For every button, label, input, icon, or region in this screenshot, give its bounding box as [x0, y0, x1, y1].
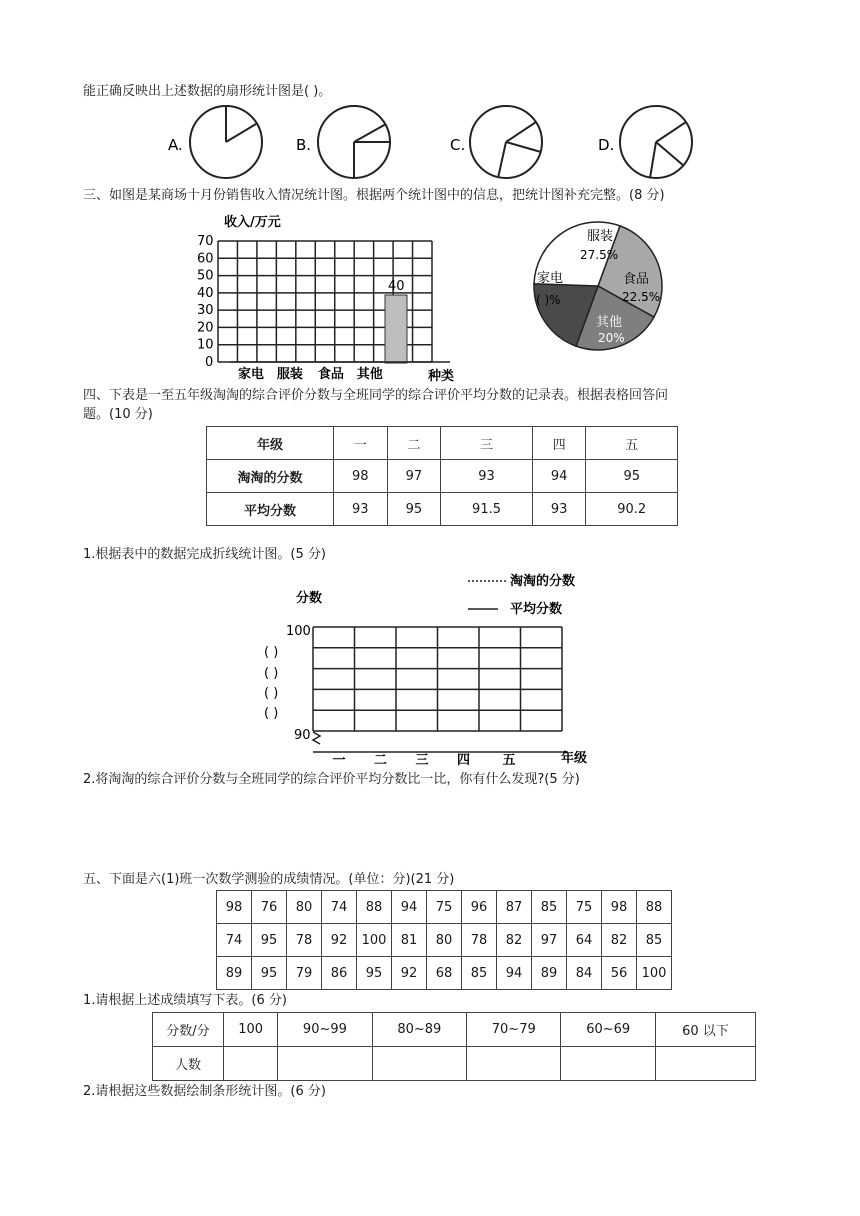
score-cell: 68	[427, 957, 462, 990]
score-cell: 74	[217, 924, 252, 957]
line-category: 二	[374, 753, 388, 768]
bar-xlabel: 种类	[428, 369, 455, 384]
q4-title-1: 四、下表是一至五年级淘淘的综合评价分数与全班同学的综合评价平均分数的记录表。根据表格回答问	[83, 388, 669, 403]
q4-cell: 91.5	[441, 493, 533, 526]
bar-category: 家电	[238, 367, 265, 382]
score-cell: 79	[287, 957, 322, 990]
line-category: 一	[332, 753, 346, 768]
option-d[interactable]	[598, 106, 692, 178]
freq-count-input[interactable]	[224, 1047, 278, 1081]
bar-ytick: 60	[197, 251, 214, 267]
pie-label-appliance-pct: ( )%	[536, 293, 561, 307]
q4-cell: 90.2	[586, 493, 678, 526]
pie-label-food: 食品	[623, 272, 650, 287]
line-blank: ( )	[264, 645, 279, 660]
line-y-top: 100	[286, 624, 311, 639]
score-cell: 95	[357, 957, 392, 990]
q4-row-label: 平均分数	[207, 493, 334, 526]
line-y-bottom: 90	[294, 728, 311, 743]
q4-cell: 93	[441, 460, 533, 493]
score-cell: 94	[392, 891, 427, 924]
q5-title: 五、下面是六(1)班一次数学测验的成绩情况。(单位：分)(21 分)	[83, 872, 455, 887]
score-cell: 84	[567, 957, 602, 990]
bar-ytick: 30	[197, 303, 214, 319]
bar-value-label: 40	[388, 279, 405, 294]
q4-row-label: 淘淘的分数	[207, 460, 334, 493]
line-xlabel: 年级	[561, 751, 588, 766]
score-cell: 85	[532, 891, 567, 924]
bar-category: 服装	[276, 367, 303, 382]
freq-row-label: 人数	[153, 1047, 224, 1081]
q5-scores-table	[216, 890, 672, 990]
score-cell: 85	[637, 924, 672, 957]
pie-label-appliance: 家电	[537, 271, 564, 286]
bar-ytick: 10	[197, 337, 214, 353]
score-cell: 95	[252, 924, 287, 957]
svg-text:B.: B.	[296, 136, 312, 154]
q4-sub1: 1.根据表中的数据完成折线统计图。(5 分)	[83, 547, 326, 562]
q4-th: 年级	[207, 427, 334, 460]
q4-cell: 95	[586, 460, 678, 493]
freq-count-input[interactable]	[561, 1047, 655, 1081]
freq-header-label: 分数/分	[153, 1013, 224, 1047]
q4-sub2: 2.将淘淘的综合评价分数与全班同学的综合评价平均分数比一比，你有什么发现?(5 分)	[83, 772, 580, 787]
q4-cell: 94	[532, 460, 586, 493]
scores-row	[217, 891, 672, 924]
option-a[interactable]	[168, 106, 262, 178]
bar-other	[385, 295, 407, 363]
score-cell: 64	[567, 924, 602, 957]
score-cell: 82	[602, 924, 637, 957]
q4-cell: 98	[334, 460, 388, 493]
pie-label-clothing-pct: 27.5%	[580, 248, 619, 262]
score-cell: 82	[497, 924, 532, 957]
score-cell: 92	[392, 957, 427, 990]
q3-bar-chart	[190, 208, 480, 386]
q2-options	[160, 104, 720, 184]
score-cell: 56	[602, 957, 637, 990]
q4-cell: 93	[334, 493, 388, 526]
freq-count-input[interactable]	[655, 1047, 755, 1081]
q4-table	[206, 426, 678, 526]
freq-count-input[interactable]	[278, 1047, 372, 1081]
score-cell: 80	[427, 924, 462, 957]
q4-th: 三	[441, 427, 533, 460]
score-cell: 100	[357, 924, 392, 957]
option-b[interactable]	[296, 106, 390, 178]
scores-row	[217, 957, 672, 990]
pie-label-food-pct: 22.5%	[622, 290, 661, 304]
score-cell: 100	[637, 957, 672, 990]
freq-header-row	[153, 1013, 756, 1047]
score-cell: 89	[532, 957, 567, 990]
svg-text:C.: C.	[450, 136, 466, 154]
freq-header-cell: 90~99	[278, 1013, 372, 1047]
score-cell: 76	[252, 891, 287, 924]
svg-text:A.: A.	[168, 136, 183, 154]
freq-header-cell: 60 以下	[655, 1013, 755, 1047]
q4-th: 四	[532, 427, 586, 460]
score-cell: 80	[287, 891, 322, 924]
freq-header-cell: 100	[224, 1013, 278, 1047]
score-cell: 88	[637, 891, 672, 924]
freq-header-cell: 80~89	[372, 1013, 466, 1047]
option-c[interactable]	[450, 106, 542, 178]
bar-ylabel: 收入/万元	[224, 215, 281, 230]
q4-th: 五	[586, 427, 678, 460]
bar-ytick: 0	[205, 355, 214, 370]
freq-header-cell: 60~69	[561, 1013, 655, 1047]
q4-cell: 93	[532, 493, 586, 526]
score-cell: 75	[567, 891, 602, 924]
line-blank: ( )	[264, 706, 279, 721]
score-cell: 86	[322, 957, 357, 990]
score-cell: 92	[322, 924, 357, 957]
bar-ytick: 40	[197, 285, 214, 301]
line-category: 五	[502, 753, 516, 768]
score-cell: 96	[462, 891, 497, 924]
q3-title: 三、如图是某商场十月份销售收入情况统计图。根据两个统计图中的信息，把统计图补充完整。(8 分)	[83, 188, 665, 203]
line-category: 三	[415, 753, 429, 768]
svg-text:D.: D.	[598, 136, 615, 154]
score-cell: 87	[497, 891, 532, 924]
q4-title-2: 题。(10 分)	[83, 407, 153, 422]
scores-row	[217, 924, 672, 957]
freq-count-input[interactable]	[467, 1047, 561, 1081]
q5-frequency-table	[152, 1012, 756, 1081]
score-cell: 78	[287, 924, 322, 957]
score-cell: 81	[392, 924, 427, 957]
score-cell: 78	[462, 924, 497, 957]
pie-label-other-pct: 20%	[598, 331, 625, 345]
freq-count-input[interactable]	[372, 1047, 466, 1081]
score-cell: 88	[357, 891, 392, 924]
freq-header-cell: 70~79	[467, 1013, 561, 1047]
score-cell: 85	[462, 957, 497, 990]
bar-ytick: 50	[197, 268, 214, 284]
bar-ytick: 70	[197, 234, 214, 249]
q4-line-chart	[258, 566, 608, 770]
q5-sub1: 1.请根据上述成绩填写下表。(6 分)	[83, 993, 287, 1008]
q4-th: 一	[334, 427, 388, 460]
score-cell: 97	[532, 924, 567, 957]
bar-category: 食品	[317, 367, 344, 382]
line-blank: ( )	[264, 686, 279, 701]
q3-pie-chart	[530, 218, 670, 358]
score-cell: 75	[427, 891, 462, 924]
score-cell: 89	[217, 957, 252, 990]
line-blank: ( )	[264, 666, 279, 681]
score-cell: 74	[322, 891, 357, 924]
line-ylabel: 分数	[296, 591, 323, 606]
score-cell: 98	[602, 891, 637, 924]
bar-category: 其他	[356, 367, 383, 382]
bar-ytick: 20	[197, 320, 214, 336]
q4-cell: 95	[387, 493, 441, 526]
q5-sub2: 2.请根据这些数据绘制条形统计图。(6 分)	[83, 1084, 326, 1099]
score-cell: 95	[252, 957, 287, 990]
legend-solid: 平均分数	[510, 602, 563, 617]
legend-dotted: 淘淘的分数	[510, 574, 576, 589]
q2-stem: 能正确反映出上述数据的扇形统计图是( )。	[83, 84, 332, 99]
pie-label-clothing: 服装	[587, 229, 614, 244]
q4-cell: 97	[387, 460, 441, 493]
q4-th: 二	[387, 427, 441, 460]
score-cell: 94	[497, 957, 532, 990]
line-category: 四	[457, 753, 471, 768]
score-cell: 98	[217, 891, 252, 924]
freq-count-row	[153, 1047, 756, 1081]
pie-label-other: 其他	[596, 315, 623, 330]
